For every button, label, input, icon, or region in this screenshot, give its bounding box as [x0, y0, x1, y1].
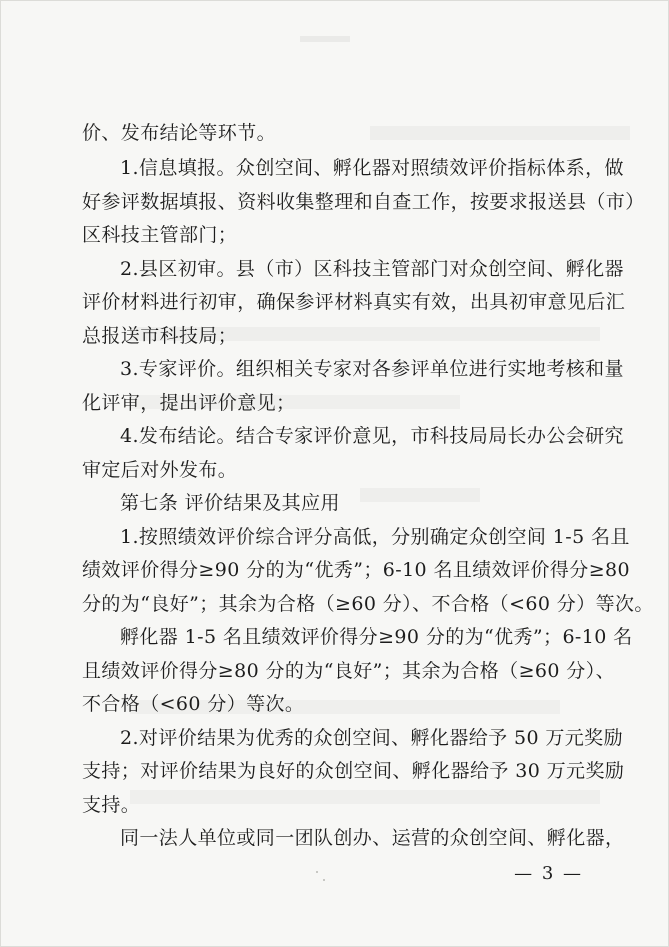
body-text-line: 3.专家评价。组织相关专家对各参评单位进行实地考核和量	[120, 358, 624, 380]
scan-speck	[323, 879, 325, 881]
body-text-line: 支持。	[82, 794, 141, 816]
body-text-line: 分的为“良好”；其余为合格（≥60 分）、不合格（<60 分）等次。	[82, 593, 654, 615]
body-text-line: 1.按照绩效评价综合评分高低，分别确定众创空间 1-5 名且	[120, 526, 630, 548]
body-text-line: 区科技主管部门；	[82, 224, 238, 246]
bleed-through-mark	[360, 488, 480, 502]
body-text-line: 化评审，提出评价意见；	[82, 392, 296, 414]
body-text-line: 不合格（<60 分）等次。	[82, 693, 305, 715]
body-text-line: 绩效评价得分≥90 分的为“优秀”；6-10 名且绩效评价得分≥80	[82, 559, 630, 581]
body-text-line: 孵化器 1-5 名且绩效评价得分≥90 分的为“优秀”；6-10 名	[120, 626, 633, 648]
article-heading: 第七条 评价结果及其应用	[120, 492, 340, 514]
body-text-line: 评价材料进行初审，确保参评材料真实有效，出具初审意见后汇	[82, 291, 626, 313]
page-number: — 3 —	[514, 863, 583, 884]
body-text-line: 总报送市科技局；	[82, 325, 238, 347]
body-text-line: 4.发布结论。结合专家评价意见，市科技局局长办公会研究	[120, 425, 624, 447]
body-text-line: 2.县区初审。县（市）区科技主管部门对众创空间、孵化器	[120, 258, 624, 280]
body-text-line: 支持；对评价结果为良好的众创空间、孵化器给予 30 万元奖励	[82, 760, 625, 782]
body-text-line: 1.信息填报。众创空间、孵化器对照绩效评价指标体系，做	[120, 157, 624, 179]
bleed-through-mark	[300, 36, 350, 42]
body-text-line: 好参评数据填报、资料收集整理和自查工作，按要求报送县（市）	[82, 191, 645, 213]
body-text-line: 同一法人单位或同一团队创办、运营的众创空间、孵化器，	[120, 827, 625, 849]
scan-speck	[316, 871, 318, 873]
body-text-line: 价、发布结论等环节。	[82, 122, 277, 144]
body-text-line: 审定后对外发布。	[82, 459, 238, 481]
bleed-through-mark	[370, 126, 630, 140]
body-text-line: 且绩效评价得分≥80 分的为“良好”；其余为合格（≥60 分）、	[82, 660, 616, 682]
bleed-through-mark	[130, 790, 600, 804]
body-text-line: 2.对评价结果为优秀的众创空间、孵化器给予 50 万元奖励	[120, 727, 623, 749]
